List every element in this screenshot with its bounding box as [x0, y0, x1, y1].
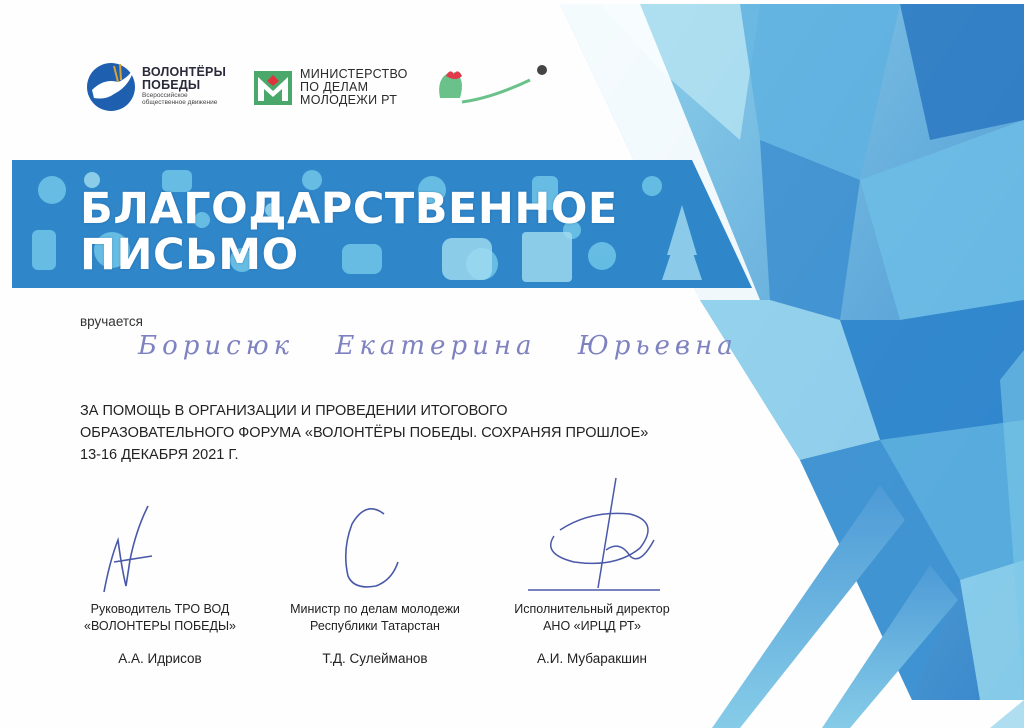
signatory-2-role [265, 601, 485, 635]
signatory-2-role-line2: Республики Татарстан [310, 619, 440, 633]
volunteers-logo-line1: ВОЛОНТЁРЫ [142, 65, 227, 79]
ministry-logo-line2: ПО ДЕЛАМ [300, 80, 369, 94]
ministry-logo-line1: МИНИСТЕРСТВО [300, 67, 408, 81]
tulip-icon [432, 58, 552, 118]
volunteers-logo-line2: ПОБЕДЫ [142, 77, 201, 92]
certificate-title: БЛАГОДАРСТВЕННОЕ ПИСЬМО [80, 184, 618, 280]
signature-2 [336, 500, 416, 600]
signatory-2-name: Т.Д. Сулейманов [322, 651, 428, 666]
recipient-name: Борисюк Екатерина Юрьевна [138, 331, 738, 361]
volunteers-of-victory-logo [84, 60, 226, 112]
dobry-tatarstan-logo [432, 58, 552, 118]
signatory-1-name: А.А. Идрисов [118, 651, 202, 666]
signatory-1-role-line2: «ВОЛОНТЕРЫ ПОБЕДЫ» [84, 619, 236, 633]
signatory-2-role-line1: Министр по делам молодежи [290, 602, 460, 616]
signatory-1-role [60, 601, 260, 635]
reason-line-2: ОБРАЗОВАТЕЛЬНОГО ФОРУМА «ВОЛОНТЁРЫ ПОБЕДЫ. СОХРАНЯЯ ПРОШЛОЕ» [80, 425, 649, 441]
signatory-1-role-line1: Руководитель ТРО ВОД [90, 602, 230, 616]
signatory-3-role-line1: Исполнительный директор [514, 602, 670, 616]
signature-3 [520, 470, 680, 600]
volunteers-logo-tagline: Всероссийское общественное движение [142, 92, 218, 106]
ministry-logo [254, 68, 408, 107]
signatory-3-name: А.И. Мубаракшин [537, 651, 647, 666]
awarded-label: вручается [80, 314, 143, 329]
reason-line-3: 13-16 ДЕКАБРЯ 2021 Г. [80, 447, 239, 463]
ministry-m-icon [254, 69, 292, 107]
signatory-3-role [492, 601, 692, 635]
ministry-logo-line3: МОЛОДЕЖИ РТ [300, 93, 398, 107]
reason-line-1: ЗА ПОМОЩЬ В ОРГАНИЗАЦИИ И ПРОВЕДЕНИИ ИТОГОВОГО [80, 403, 508, 419]
signatory-3-role-line2: АНО «ИРЦД РТ» [543, 619, 641, 633]
award-reason [80, 400, 648, 466]
signature-1 [96, 500, 166, 600]
dove-icon [84, 60, 138, 112]
